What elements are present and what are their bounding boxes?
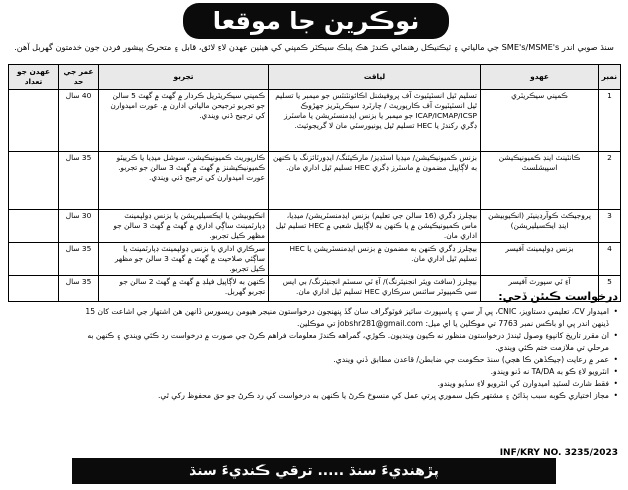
ad-title: نوڪرين جا موقعا [212, 7, 420, 35]
header-age-limit: عمر جي حد [59, 65, 99, 90]
table-row [9, 243, 621, 276]
how-to-apply-heading: درخواست ڪيئن ڏجي: [498, 290, 618, 303]
row-experience: ڪارپوريٽ ڪميونيڪيشن، سوشل ميڊيا يا ڪرييٽو ڪميونيڪيشنز ۾ گهٽ ۾ گهٽ 3 سالن جو تجربو. عورت اميدوارن کي ترجيح ڏني ويندي. [99, 152, 269, 210]
row-post-count [9, 276, 59, 302]
row-age-limit: 30 سال [59, 210, 99, 243]
list-item: • فقط شارٽ لسٽيڊ اميدوارن کي انٽرويو لاءِ سڏيو ويندو. [70, 378, 618, 390]
row-number: 4 [599, 243, 621, 276]
row-experience: سرڪاري اداري يا بزنس ڊولپمينٽ ڊپارٽمينٽ يا ساڳئي صلاحيت ۾ گهٽ ۾ گهٽ 3 سالن جو مظهر ڪيل تجربو. [99, 243, 269, 276]
table-row [9, 210, 621, 243]
footer-slogan: پڙهنديءَ سنڌ ..... ترقي ڪنديءَ سنڌ [189, 463, 439, 479]
reference-number: INF/KRY NO. 3235/2023 [499, 448, 618, 458]
row-post-count [9, 243, 59, 276]
row-qualification: بيچلرز ڊگري ڪنهن به مضمون ۾ بزنس ايڊمنسٽريشن يا HEC تسليم ٿيل اداري مان. [269, 243, 481, 276]
row-number: 1 [599, 90, 621, 152]
row-post-count [9, 152, 59, 210]
row-age-limit: 40 سال [59, 90, 99, 152]
table-row [9, 152, 621, 210]
row-age-limit: 35 سال [59, 276, 99, 302]
row-age-limit: 35 سال [59, 152, 99, 210]
row-experience: انڪيوبيشن يا ايڪسيليريشن يا بزنس ڊولپمينٽ ڊپارٽمينٽ ساڳي اداري ۾ گهٽ ۾ گهٽ 3 سالن جو مظهر ڪيل تجربو. [99, 210, 269, 243]
list-item: • مجاز اختياري ڪوبه سبب ٻڌائڻ ۽ مشتهر ڪيل سموري ڀرتي عمل کي منسوخ ڪرڻ يا ڪنهن به درخواست کي رد ڪرڻ جو حق محفوظ رکي ٿي. [70, 390, 618, 402]
list-item: • ان مقرر تاريخ کانپوءِ وصول ٿيندڙ درخواستون منظور نه ڪيون وينديون. ڪوڙي، گمراهه ڪندڙ معلومات فراهم ڪرڻ جي صورت ۾ درخواست رد ڪئي ويندي ۽ ڪنهن به مرحلي تي ملازمت ختم ڪئي ويندي. [70, 330, 618, 354]
row-experience: ڪمپني سيڪريٽريل ڪردار ۾ گهٽ ۾ گهٽ 5 سالن جو تجربو ترجيحن مالياتي ادارن ۾. عورت اميدوارن کي ترجيح ڏني ويندي. [99, 90, 269, 152]
header-qualification: لياقت [269, 65, 481, 90]
row-number: 5 [599, 276, 621, 302]
row-position: ڪانٽينٽ اينڊ ڪميونيڪيشن اسپيشلسٽ [481, 152, 599, 210]
list-item: • اميدوار CV، تعليمي دستاويز، CNIC، پي آر سي ۽ پاسپورٽ سائيز فوٽوگراف سان گڏ پنهنجون درخواستون منيجر هيومن ريسورس ڏانهن هن اشتهار جي اشاعت کان 15 ڏينهن اندر پي او باڪس نمبر 7763 تي موڪلين يا اي ميل: jobshr281@gmail.com تي موڪلين. [70, 306, 618, 330]
application-notes [70, 306, 618, 402]
row-position: پروجيڪٽ ڪوآرڊينيٽر (انڪيوبيشن اينڊ ايڪسيليريشن) [481, 210, 599, 243]
list-item: • عمر ۾ رعايت (جيڪڏهن ڪا هجي) سنڌ حڪومت جي ضابطن/ قاعدن مطابق ڏني ويندي. [70, 354, 618, 366]
header-post-count: عهدن جو تعداد [9, 65, 59, 90]
row-qualification: بيچلرز ڊگري (16 سالن جي تعليم) بزنس ايڊمنسٽريشن/ ميڊيا، ماس ڪميونيڪيشن ۾ يا ڪنهن به لاڳاپيل شعبي ۾ HEC تسليم ٿيل اداري مان. [269, 210, 481, 243]
header-experience: تجربو [99, 65, 269, 90]
jobs-table [8, 64, 621, 302]
intro-text: سنڌ صوبي اندر SME's/MSME's جي مالياتي ۽ ٽيڪنيڪل رهنمائي ڪندڙ هڪ پبلڪ سيڪٽر ڪمپني کي هيٺين عهدن لاءِ لائق، قابل ۽ متحرڪ پيشور فردن جون خدمتون گهربل آهن. [14, 42, 614, 52]
row-qualification: تسليم ٿيل انسٽيٽيوٽ آف پروفيشنل اڪائونٽنٽس جو ميمبر يا تسليم ٿيل انسٽيٽيوٽ آف ڪارپوريٽ / چارٽرڊ سيڪريٽريز جهڙوڪ ICAP/ICMAP/ICSP جو ميمبر يا بزنس ايڊمنسٽريشن يا ماسٽرز ڊگري رکندڙ يا HEC تسليم ٿيل يونيورسٽي مان لا گريجوئيٽ. [269, 90, 481, 152]
row-qualification: بيچلرز (سافٽ ويئر انجنيئرنگ)/ آءِ ٽي سسٽم انجنيئرنگ/ بي ايس سي ڪمپيوٽر سائنس سرڪاري HEC تسليم ٿيل اداري مان. [269, 276, 481, 302]
row-qualification: بزنس ڪميونيڪيشن/ ميڊيا اسٽڊيز/ مارڪيٽنگ/ ايڊورٽائزنگ يا ڪنهن به لاڳاپيل مضمون ۾ ماسٽرز ڊگري HEC تسليم ٿيل اداري مان. [269, 152, 481, 210]
row-post-count [9, 210, 59, 243]
table-header-row [9, 65, 621, 90]
row-experience: ڪنهن به لاڳاپيل فيلڊ ۾ گهٽ ۾ گهٽ 2 سالن جو تجربو گهربل. [99, 276, 269, 302]
row-post-count [9, 90, 59, 152]
ad-title-banner [183, 3, 449, 39]
row-number: 2 [599, 152, 621, 210]
row-number: 3 [599, 210, 621, 243]
row-position: بزنس ڊولپمينٽ آفيسر [481, 243, 599, 276]
header-position: عهدو [481, 65, 599, 90]
header-number: نمبر [599, 65, 621, 90]
list-item: • انٽرويو لاءِ ڪو به TA/DA نه ڏنو ويندو. [70, 366, 618, 378]
footer-slogan-banner [72, 458, 556, 484]
row-age-limit: 35 سال [59, 243, 99, 276]
row-position: ڪمپني سيڪريٽري [481, 90, 599, 152]
table-row [9, 90, 621, 152]
row-position: آءِ ٽي سپورٽ آفيسر [481, 276, 599, 302]
